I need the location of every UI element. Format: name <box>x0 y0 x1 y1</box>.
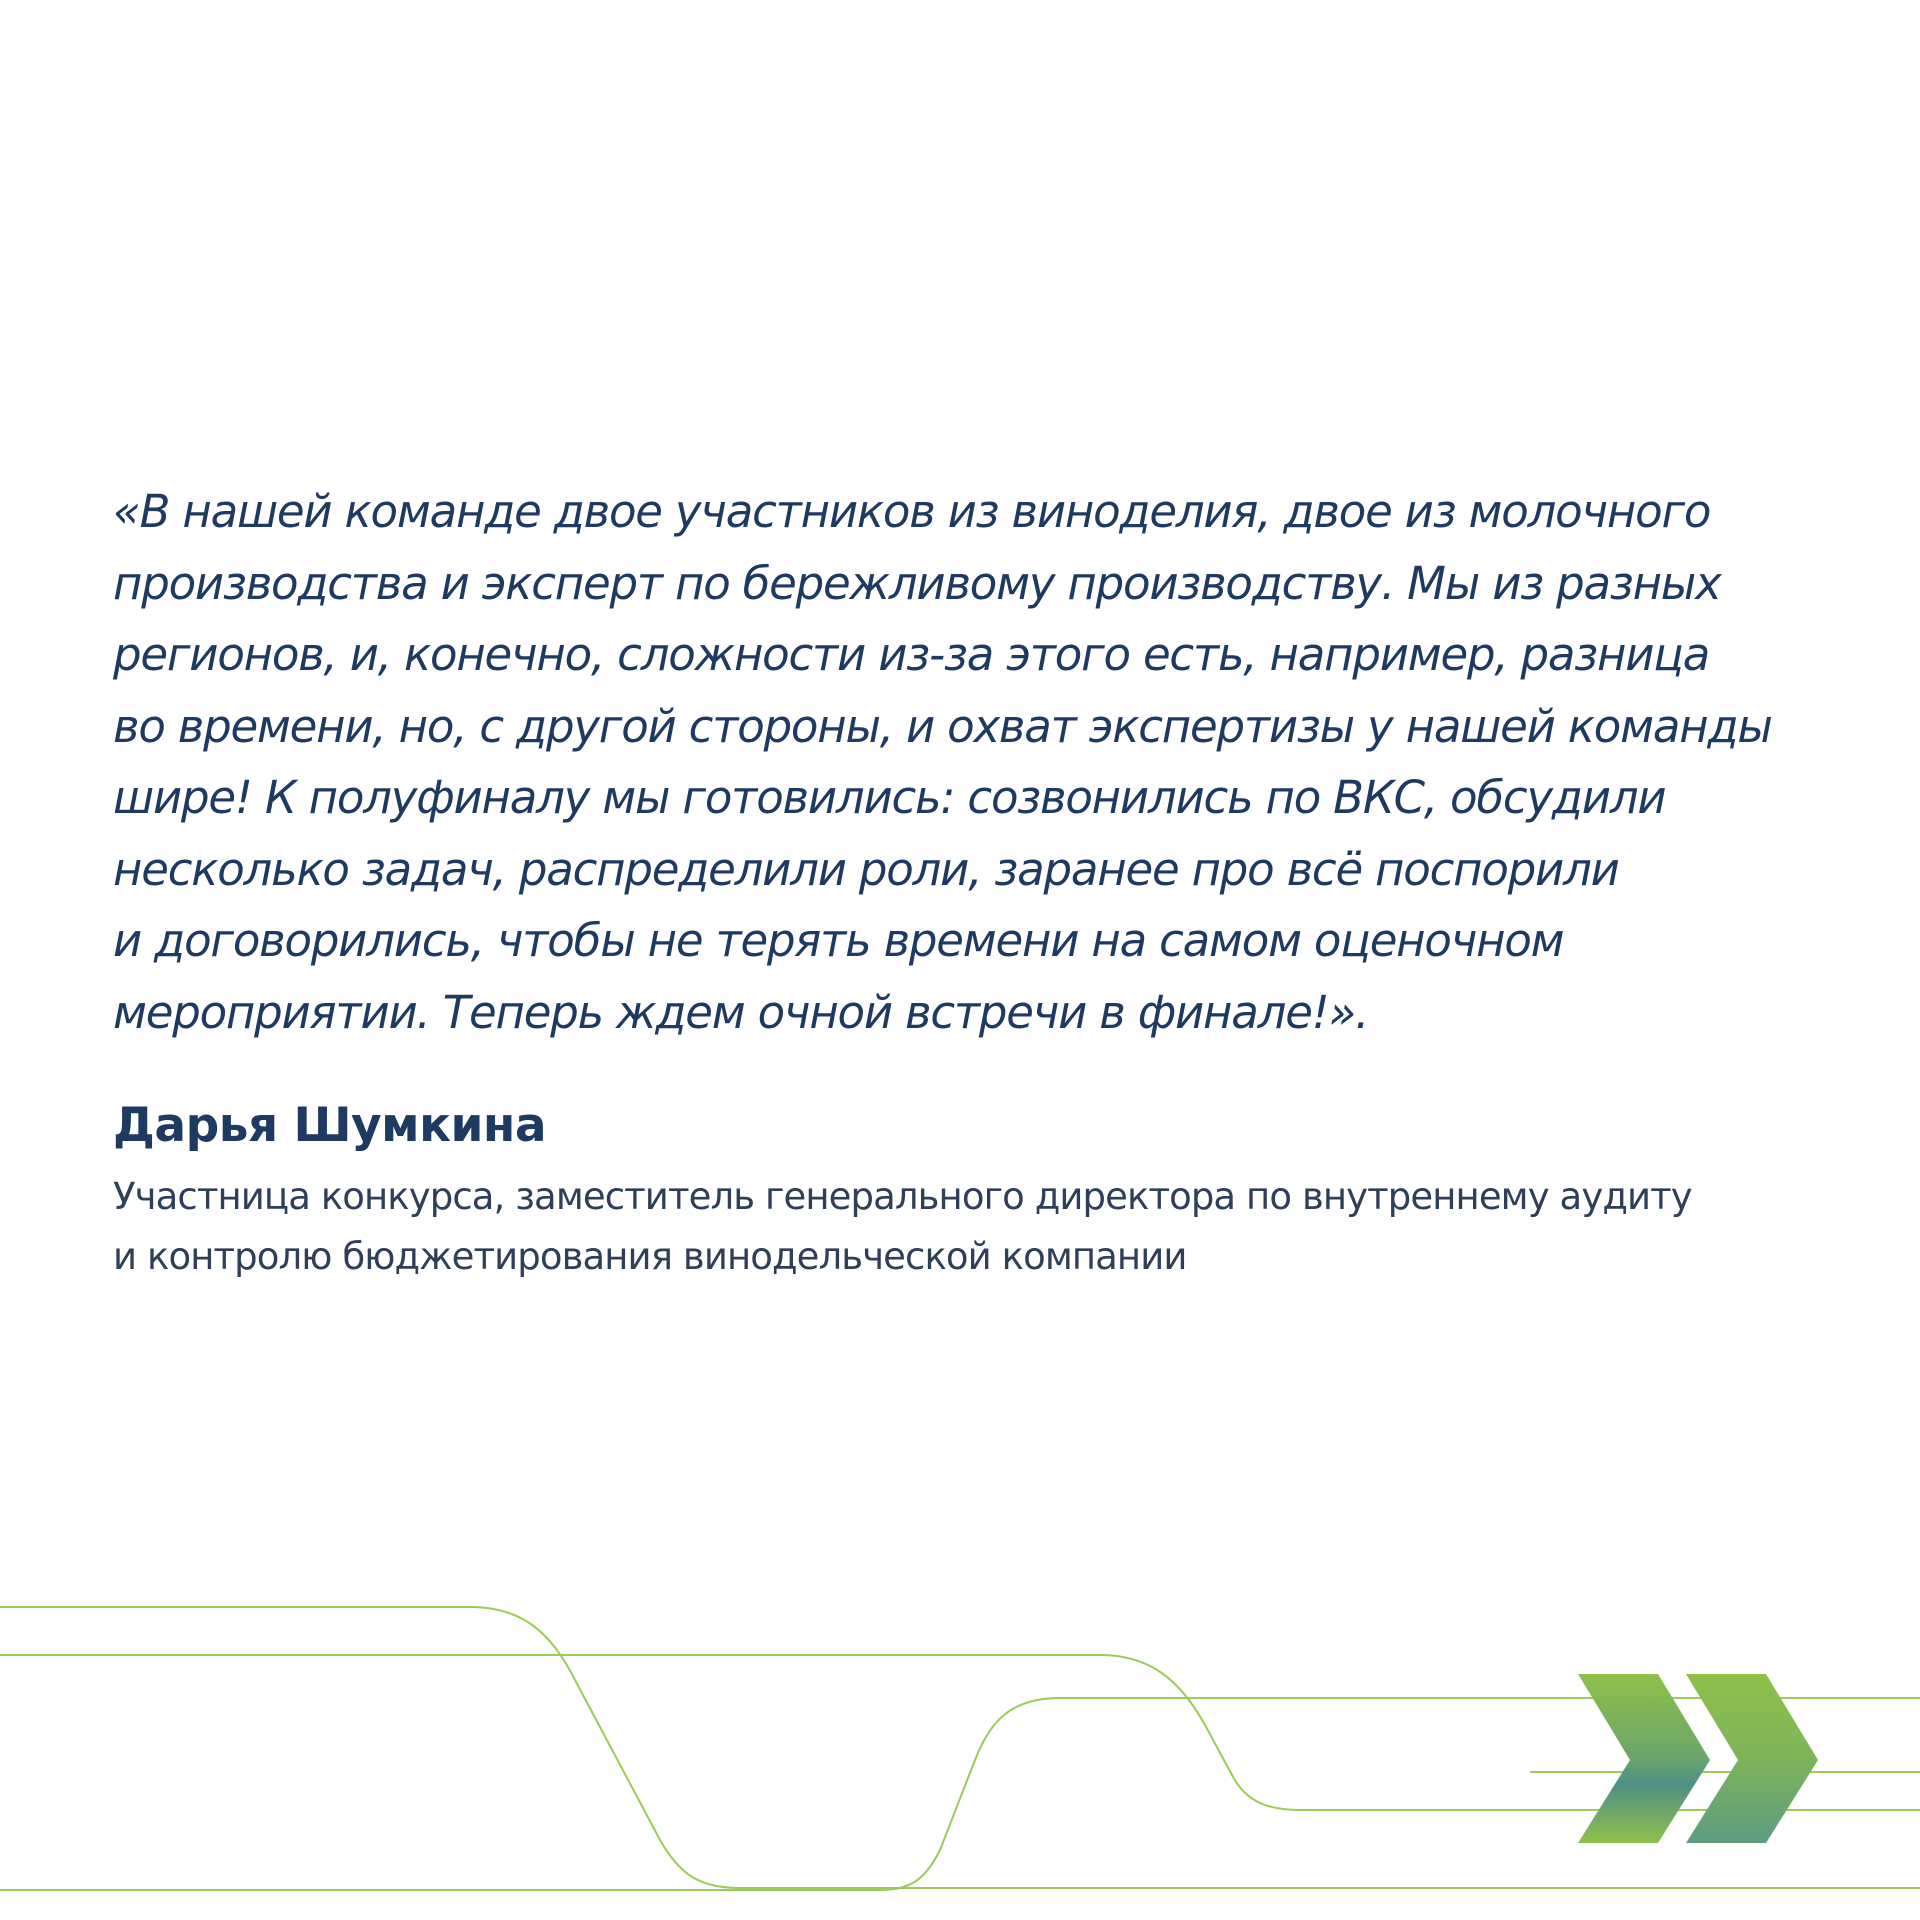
quote-line: мероприятии. Теперь ждем очной встречи в финале!». <box>113 985 1369 1039</box>
author-name: Дарья Шумкина <box>113 1098 547 1153</box>
quote-line: регионов, и, конечно, сложности из-за этого есть, например, разница <box>113 628 1710 681</box>
wave-line <box>0 1655 1920 1810</box>
quote-line: несколько задач, распределили роли, заранее про всё поспорили <box>113 842 1619 896</box>
testimonial-quote <box>113 476 1833 1048</box>
double-chevron-right-icon <box>1578 1674 1818 1843</box>
quote-line: и договорились, чтобы не терять времени на самом оценочном <box>113 914 1564 967</box>
wave-line <box>0 1698 1920 1890</box>
quote-line: шире! К полуфиналу мы готовились: созвонились по ВКС, обсудили <box>113 771 1666 824</box>
author-role-line: Участница конкурса, заместитель генерального директора по внутреннему аудиту <box>113 1175 1692 1218</box>
quote-line: производства и эксперт по бережливому производству. Мы из разных <box>113 556 1721 610</box>
quote-line: во времени, но, с другой стороны, и охват экспертизы у нашей команды <box>113 699 1772 753</box>
author-role <box>113 1167 1833 1287</box>
wave-line <box>0 1607 1920 1888</box>
author-role-line: и контролю бюджетирования винодельческой компании <box>113 1235 1187 1278</box>
quote-line: «В нашей команде двое участников из виноделия, двое из молочного <box>113 485 1711 538</box>
